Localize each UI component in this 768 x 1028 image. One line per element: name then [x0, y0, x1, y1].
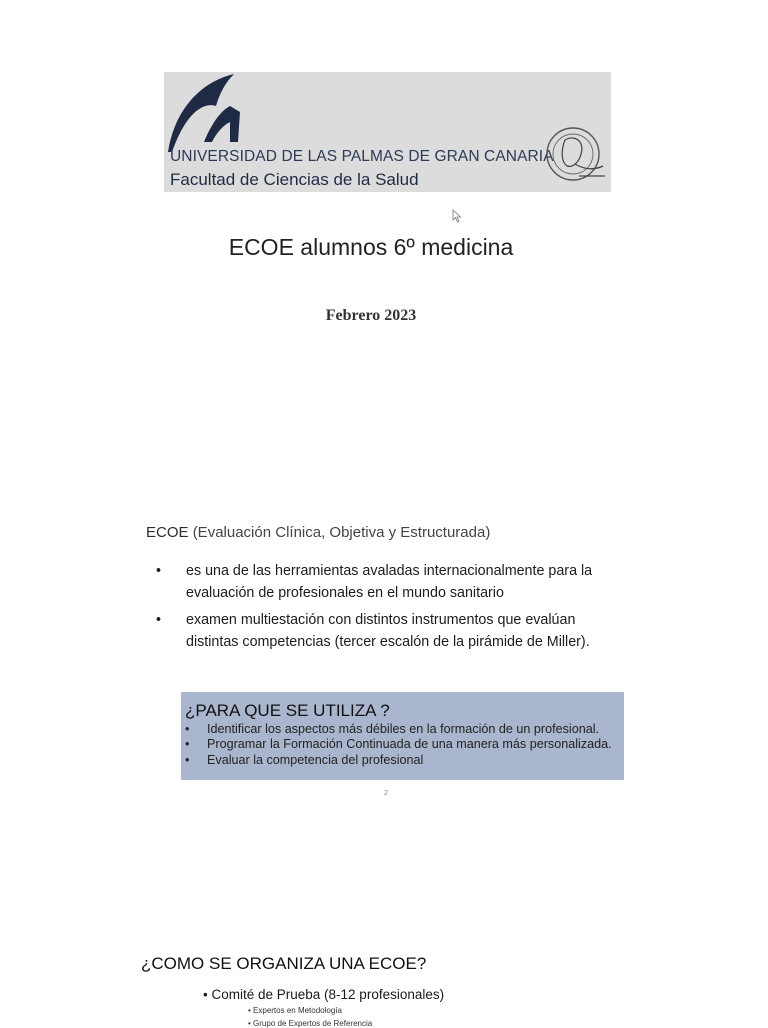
date-label: Febrero 2023: [325, 307, 417, 324]
faculty-seal-icon: [545, 124, 607, 190]
uses-list: [185, 722, 612, 768]
university-logo-icon: [164, 72, 254, 157]
university-name: UNIVERSIDAD DE LAS PALMAS DE GRAN CANARIA: [170, 148, 554, 165]
uses-box: [181, 692, 624, 780]
bullet-icon: •: [156, 563, 162, 579]
ecoe-acronym: ECOE: [146, 524, 189, 541]
bullet-icon: •: [185, 752, 190, 767]
page-title: ECOE alumnos 6º medicina: [228, 234, 514, 260]
organization-subitem: • Expertos en Metodología: [248, 1006, 342, 1015]
organization-title: ¿COMO SE ORGANIZA UNA ECOE?: [141, 954, 427, 973]
list-item: • Programar la Formación Continuada de una manera más personalizada.: [185, 737, 612, 752]
organization-subitem: • Grupo de Expertos de Referencia: [248, 1019, 373, 1028]
bullet-icon: •: [185, 722, 190, 736]
list-item: • Identificar los aspectos más débiles en la formación de un profesional.: [185, 722, 600, 736]
bullet-icon: •: [156, 612, 162, 628]
list-item: • Evaluar la competencia del profesional: [185, 752, 424, 767]
list-item: • examen multiestación con distintos instrumentos que evalúan distintas competencias (tercer escalón de la pirámide de Miller).: [156, 612, 590, 650]
list-item: • es una de las herramientas avaladas internacionalmente para la evaluación de profesionales en el mundo sanitario: [156, 563, 593, 601]
mouse-cursor-icon: [452, 209, 462, 223]
ecoe-bullet-list: [156, 561, 626, 659]
uses-title: ¿PARA QUE SE UTILIZA ?: [185, 701, 390, 720]
bullet-icon: •: [185, 737, 190, 752]
header-banner: [164, 72, 611, 192]
faculty-name: Facultad de Ciencias de la Salud: [170, 170, 419, 189]
organization-item: • Comité de Prueba (8-12 profesionales): [203, 987, 445, 1002]
ecoe-expansion: (Evaluación Clínica, Objetiva y Estructurada): [192, 524, 491, 541]
page-number: 2: [384, 790, 388, 797]
ecoe-definition: [146, 524, 490, 541]
